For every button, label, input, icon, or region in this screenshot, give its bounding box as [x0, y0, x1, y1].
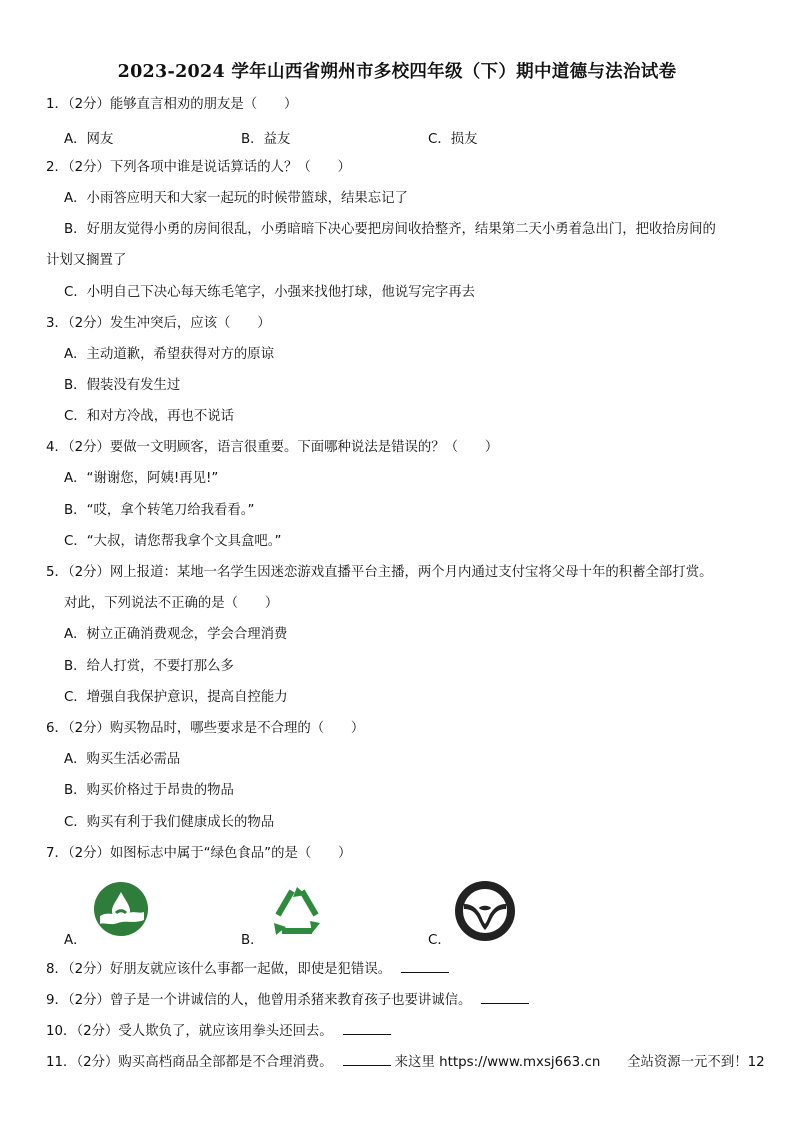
q7-option-c: C．: [428, 933, 451, 948]
question-10-text: 10．（2分）受人欺负了，就应该用拳头还回去。: [46, 1024, 333, 1039]
answer-blank[interactable]: [343, 1053, 391, 1066]
answer-blank[interactable]: [401, 960, 449, 973]
q2-option-b-cont: 计划又搁置了: [46, 253, 127, 268]
question-7: 7．（2分）如图标志中属于“绿色食品”的是（ ）: [46, 846, 352, 861]
q6-option-a: A．购买生活必需品: [64, 752, 181, 767]
q1-option-b: B．益友: [241, 132, 291, 147]
q3-option-a: A．主动道歉，希望获得对方的原谅: [64, 347, 275, 362]
q4-option-a: A．“谢谢您，阿姨!再见!”: [64, 471, 219, 486]
question-1: 1．（2分）能够直言相劝的朋友是（ ）: [46, 97, 298, 112]
q7-option-b: B．: [241, 933, 264, 948]
footer-watermark: 来这里 https://www.mxsj663.cn 全站资源一元不到！12: [394, 1055, 765, 1070]
q2-option-a: A．小雨答应明天和大家一起玩的时候带篮球，结果忘记了: [64, 191, 408, 206]
question-5: 5．（2分）网上报道：某地一名学生因迷恋游戏直播平台主播，两个月内通过支付宝将父母十年的积蓄全部打赏。: [46, 565, 713, 580]
question-8: [46, 960, 449, 979]
q1-option-a: A．网友: [64, 132, 114, 147]
q3-option-b: B．假装没有发生过: [64, 378, 181, 393]
q7-option-a: A．: [64, 933, 87, 948]
q2-option-c: C．小明自己下决心每天练毛笔字，小强来找他打球，他说写完字再去: [64, 285, 476, 300]
q4-option-c: C．“大叔，请您帮我拿个文具盒吧。”: [64, 534, 282, 549]
question-11-text: 11．（2分）购买高档商品全部都是不合理消费。: [46, 1055, 333, 1070]
q6-option-b: B．购买价格过于昂贵的物品: [64, 783, 234, 798]
question-5-cont: 对此，下列说法不正确的是（ ）: [64, 596, 279, 611]
answer-blank[interactable]: [481, 991, 529, 1004]
q3-option-c: C．和对方冷战，再也不说话: [64, 409, 235, 424]
question-4: 4．（2分）要做一文明顾客，语言很重要。下面哪种说法是错误的？（ ）: [46, 440, 499, 455]
q5-option-b: B．给人打赏，不要打那么多: [64, 659, 234, 674]
q5-option-a: A．树立正确消费观念，学会合理消费: [64, 627, 288, 642]
question-11: [46, 1053, 765, 1072]
green-food-logo: [452, 878, 518, 944]
q1-option-c: C．损友: [428, 132, 478, 147]
question-6: 6．（2分）购买物品时，哪些要求是不合理的（ ）: [46, 721, 365, 736]
question-9: [46, 991, 529, 1010]
answer-blank[interactable]: [343, 1022, 391, 1035]
page-title: 2023-2024 学年山西省朔州市多校四年级（下）期中道德与法治试卷: [117, 62, 677, 82]
q2-option-b: B．好朋友觉得小勇的房间很乱，小勇暗暗下决心要把房间收拾整齐，结果第二天小勇着急出门，把收拾房间的: [64, 222, 716, 237]
question-2: 2．（2分）下列各项中谁是说话算话的人？（ ）: [46, 160, 351, 175]
question-8-text: 8．（2分）好朋友就应该什么事都一起做，即使是犯错误。: [46, 962, 392, 977]
question-10: [46, 1022, 391, 1041]
question-3: 3．（2分）发生冲突后，应该（ ）: [46, 316, 271, 331]
q6-option-c: C．购买有利于我们健康成长的物品: [64, 815, 275, 830]
question-9-text: 9．（2分）曾子是一个讲诚信的人，他曾用杀猪来教育孩子也要讲诚信。: [46, 993, 472, 1008]
q5-option-c: C．增强自我保护意识，提高自控能力: [64, 690, 288, 705]
recycle-logo: [266, 883, 328, 941]
water-drop-logo: [92, 880, 150, 938]
q4-option-b: B．“哎，拿个转笔刀给我看看。”: [64, 503, 255, 518]
